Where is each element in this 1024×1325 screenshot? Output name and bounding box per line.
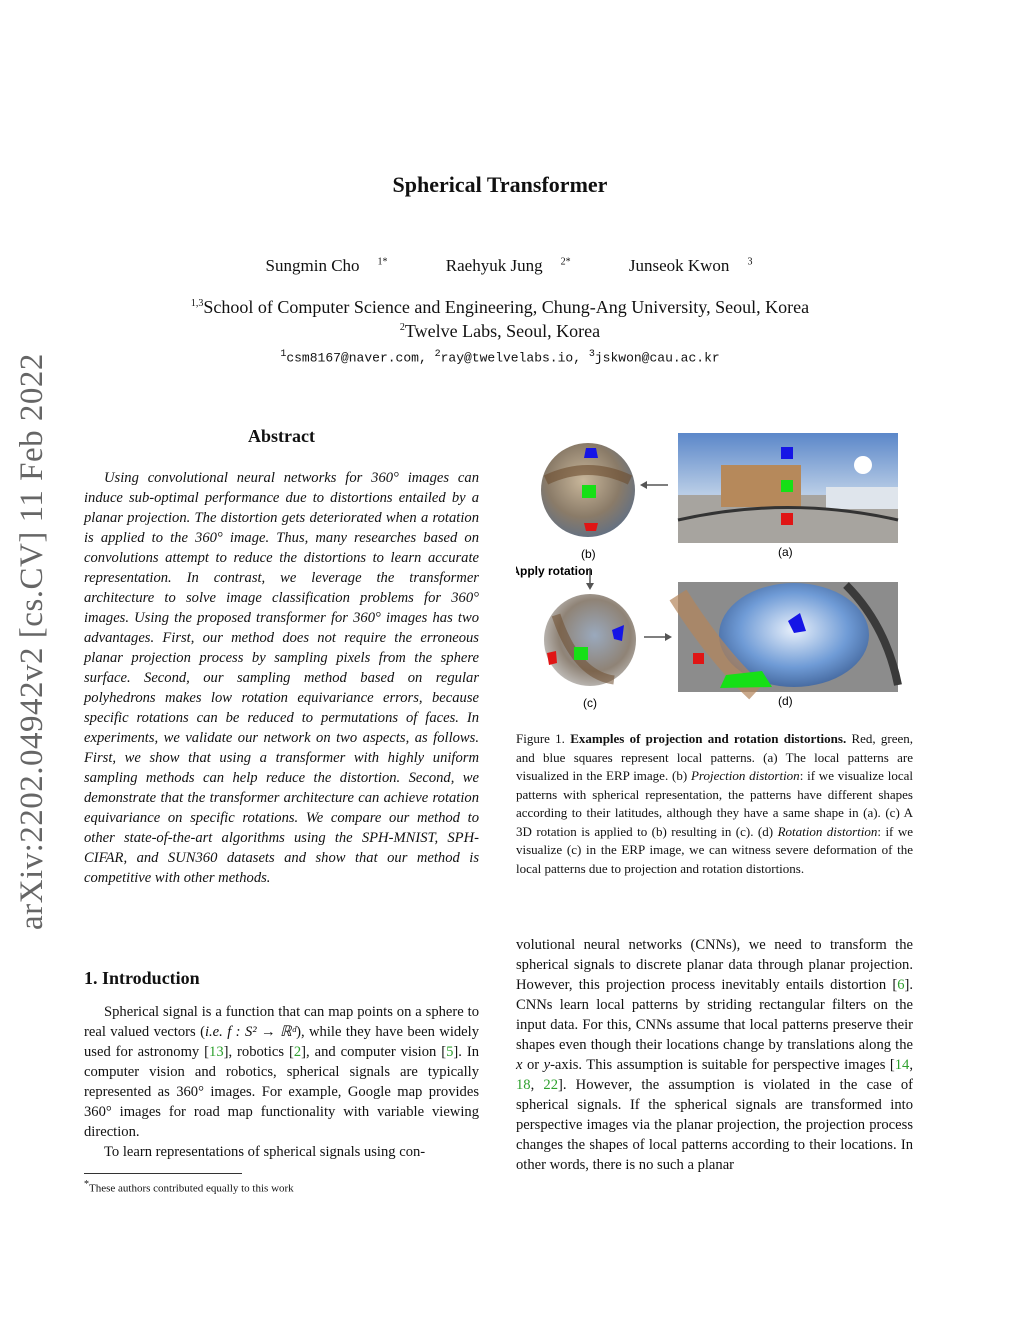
red-square [781,513,793,525]
green-square [781,480,793,492]
sphere-image-b [541,443,635,537]
citation-link[interactable]: 13 [209,1044,224,1060]
body-text-right-column: volutional neural networks (CNNs), we need to transform the spherical signals to discrete planar data through planar projection. However, this projection process inevitably entails distortion [6]. CNNs learn local patterns by striding rectangular filters on the input data. For this, CNNs assume that local patterns preserve their shapes even though their locations change by translations along the x or y-axis. This assumption is suitable for perspective images [14, 18, 22]. However, the assumption is violated in the case of spherical signals. If the spherical signals are transformed into perspective images via the planar projection, the projection process changes the shapes of local patterns according to their locations. In other words, there is no such a planar [516,937,913,1173]
blue-square [781,447,793,459]
red-square [547,651,557,665]
introduction-text [84,1002,479,1162]
label-d: (d) [778,694,793,708]
sphere-image-c [544,594,636,686]
paper-title: Spherical Transformer [392,172,608,197]
apply-rotation-label: Apply rotation [516,564,593,578]
figure-caption: Figure 1. Examples of projection and rotation distortions. Red, green, and blue squares represent local patterns. (a) The local patterns are visualized in the ERP image. (b) Projection distortion: if we visualize local patterns with spherical representation, the patterns have different shapes according to their latitudes, although they have a same shape in (a). (c) A 3D rotation is applied to (b) resulting in (c). (d) Rotation distortion: if we visualize (c) in the ERP image, we can witness severe deformation of the local patterns due to projection and rotation distortions. [516,731,914,876]
introduction-heading: 1. Introduction [84,968,200,988]
footnote-rule [84,1173,242,1174]
citation-link[interactable]: 14 [894,1057,910,1073]
label-c: (c) [583,696,597,710]
citation-link[interactable]: 2 [293,1044,302,1060]
figure-1-graphic [516,425,916,725]
citation-link[interactable]: 22 [543,1077,558,1093]
abstract-heading: Abstract [248,426,315,446]
blue-square [584,448,598,458]
paragraph: Spherical signal is a function that can map points on a sphere to real valued vectors (i.e. f : S² → ℝᵈ), while they have been widely used for astronomy [13], robotics [2], and computer vision [5]. In computer vision and robotics, spherical signals are typically represented as 360° images. For example, Google map provides 360° images for road map functionality with variable viewing direction. [84,1004,479,1140]
author: Sungmin Cho $^{1*}$ [265,256,388,275]
abstract-text: Using convolutional neural networks for 360° images can induce sub-optimal performance due to distortions entailed by a planar projection. The distortion gets deteriorated when a rotation is applied to the 360° image. Thus, many researches based on convolutions attempt to reduce the distortions to learn accurate representation. In contrast, we leverage the transformer architecture to solve image classification problems for 360° images. Using the proposed transformer for 360° images has two advantages. First, our method does not require the erroneous planar projection process by sampling pixels from the sphere surface. Second, our sampling method based on regular polyhedrons makes low rotation equivariance errors, because specific rotations can be reduced to permutations of faces. In experiments, we validate our network on two aspects, as follows. First, we show that using a transformer with highly uniform sampling methods can help reduce the distortion. Second, we demonstrate that the transformer architecture can achieve rotation equivariance on specific rotations. We compare our method to other state-of-the-art algorithms using the SPH-MNIST, SPH-CIFAR, and SUN360 datasets and show that our method is competitive with other methods. [84,470,479,886]
email-link[interactable]: csm8167@naver.com, [286,350,427,366]
label-a: (a) [778,545,793,559]
green-square [574,647,588,660]
erp-image-d [678,582,898,692]
figure-1 [516,425,916,725]
label-b: (b) [581,547,596,561]
footnote: *These authors contributed equally to this work [84,1179,294,1195]
red-square [584,523,598,531]
red-square [693,653,704,664]
erp-image-a [678,433,898,543]
email-link[interactable]: ray@twelvelabs.io, [440,350,582,366]
affiliation-1: $^{1,3}$School of Computer Science and Engineering, Chung-Ang University, Seoul, Korea [190,297,810,317]
citation-link[interactable]: 18 [516,1077,531,1093]
author-emails: $^1$csm8167@naver.com, $^2$ray@twelvelabs.io, $^3$jskwon@cau.ac.kr [280,349,720,366]
author: Raehyuk Jung $^{2*}$ [445,256,571,275]
citation-link[interactable]: 5 [446,1044,454,1060]
author: Junseok Kwon $^3$ [628,256,753,275]
paragraph: To learn representations of spherical signals using con- [104,1144,426,1160]
email-link[interactable]: jskwon@cau.ac.kr [594,350,720,366]
affiliation-2: $^2$Twelve Labs, Seoul, Korea [399,321,601,341]
arxiv-identifier: arXiv:2202.04942v2 [cs.CV] 11 Feb 2022 [14,353,50,930]
citation-link[interactable]: 6 [897,977,905,993]
author-list [0,256,1000,276]
green-square [582,485,596,498]
